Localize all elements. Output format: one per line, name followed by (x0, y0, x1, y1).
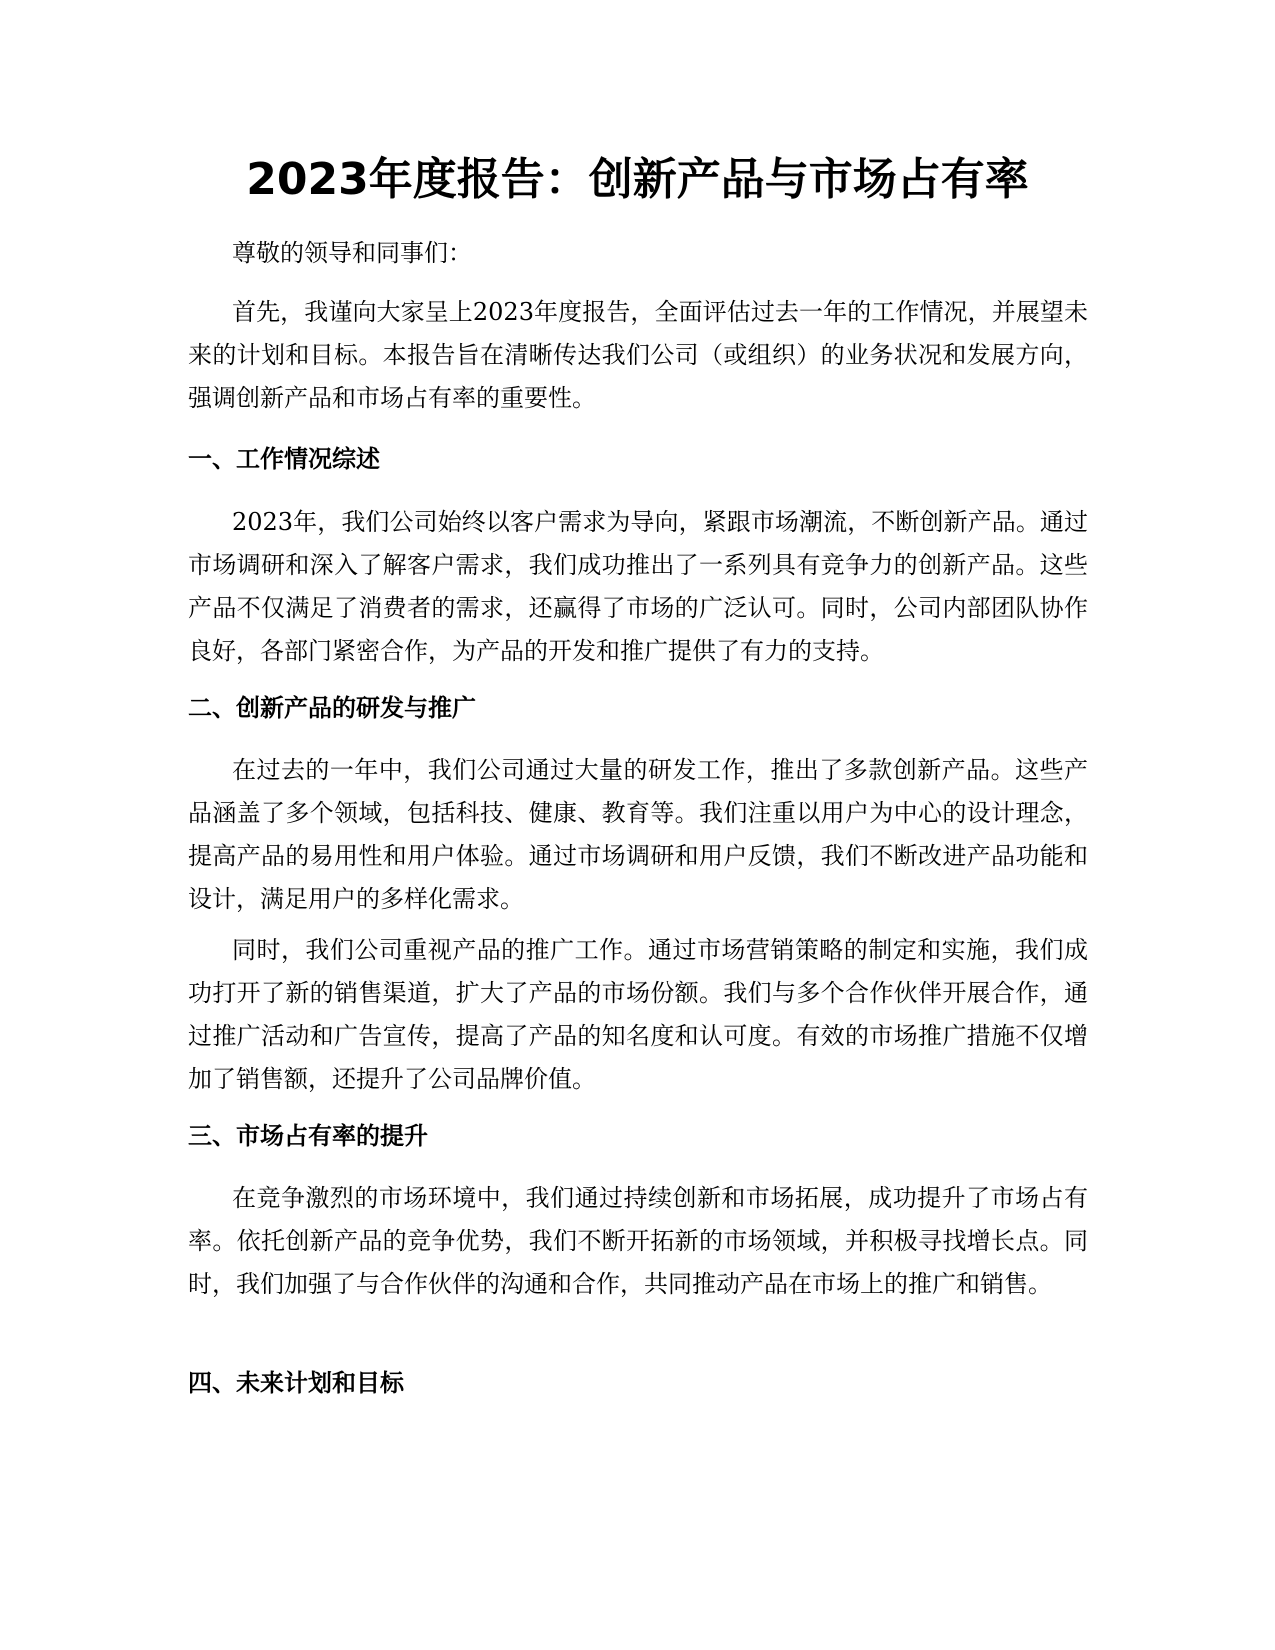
section-2-paragraph-2: 同时，我们公司重视产品的推广工作。通过市场营销策略的制定和实施，我们成功打开了新的销售渠道，扩大了产品的市场份额。我们与多个合作伙伴开展合作，通过推广活动和广告宣传，提高了产品的知名度和认可度。有效的市场推广措施不仅增加了销售额，还提升了公司品牌价值。 (188, 936, 1088, 1093)
section-heading-2: 二、创新产品的研发与推广 (188, 694, 476, 722)
section-heading-3: 三、市场占有率的提升 (188, 1122, 428, 1150)
salutation: 尊敬的领导和同事们： (232, 239, 472, 267)
document-title: 2023年度报告：创新产品与市场占有率 (246, 154, 1029, 205)
section-3-paragraph-1: 在竞争激烈的市场环境中，我们通过持续创新和市场拓展，成功提升了市场占有率。依托创新产品的竞争优势，我们不断开拓新的市场领域，并积极寻找增长点。同时，我们加强了与合作伙伴的沟通和合作，共同推动产品在市场上的推广和销售。 (188, 1184, 1088, 1298)
section-heading-1: 一、工作情况综述 (188, 445, 380, 473)
section-heading-4: 四、未来计划和目标 (188, 1369, 404, 1397)
section-2-paragraph-1: 在过去的一年中，我们公司通过大量的研发工作，推出了多款创新产品。这些产品涵盖了多个领域，包括科技、健康、教育等。我们注重以用户为中心的设计理念，提高产品的易用性和用户体验。通过市场调研和用户反馈，我们不断改进产品功能和设计，满足用户的多样化需求。 (188, 756, 1088, 913)
intro-paragraph: 首先，我谨向大家呈上2023年度报告，全面评估过去一年的工作情况，并展望未来的计划和目标。本报告旨在清晰传达我们公司（或组织）的业务状况和发展方向，强调创新产品和市场占有率的重要性。 (188, 298, 1088, 412)
section-1-paragraph-1: 2023年，我们公司始终以客户需求为导向，紧跟市场潮流，不断创新产品。通过市场调研和深入了解客户需求，我们成功推出了一系列具有竞争力的创新产品。这些产品不仅满足了消费者的需求，还赢得了市场的广泛认可。同时，公司内部团队协作良好，各部门紧密合作，为产品的开发和推广提供了有力的支持。 (188, 508, 1088, 665)
